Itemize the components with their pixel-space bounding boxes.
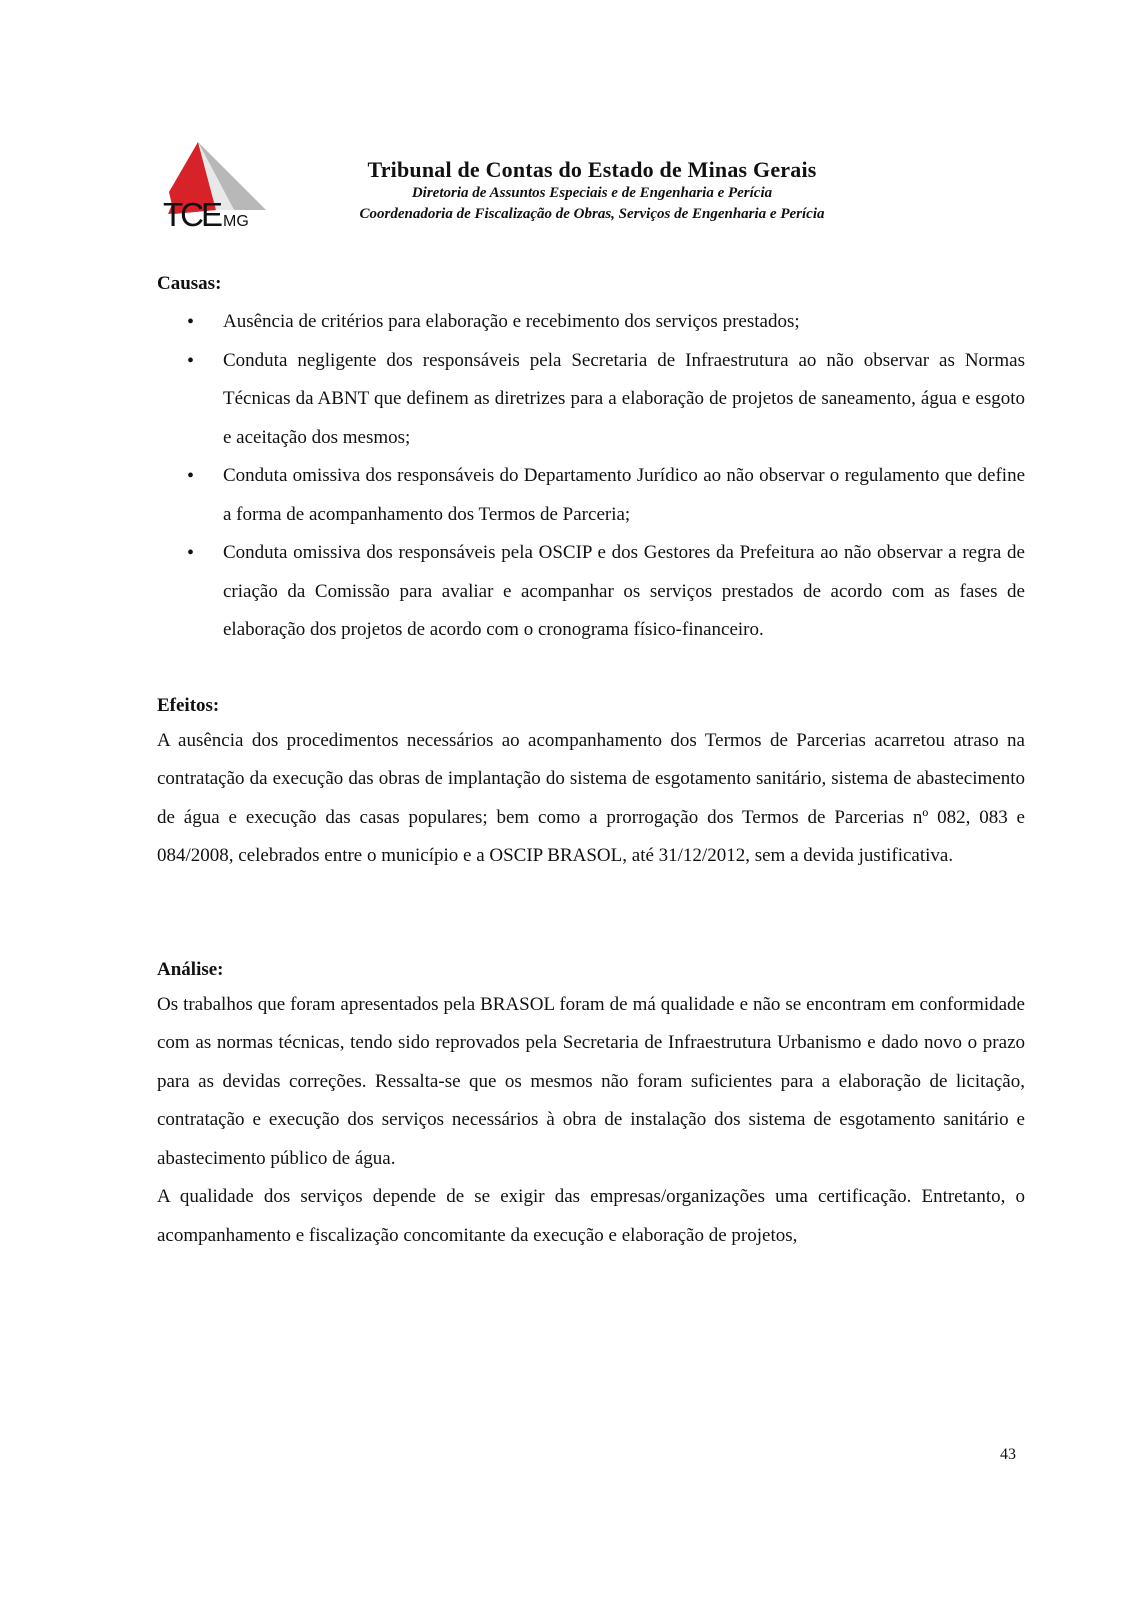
bullet-icon: • bbox=[187, 311, 195, 333]
header-subtitle-2: Coordenadoria de Fiscalização de Obras, Serviços de Engenharia e Perícia bbox=[359, 206, 825, 222]
list-item: • Ausência de critérios para elaboração e recebimento dos serviços prestados; bbox=[157, 303, 1025, 342]
bullet-icon: • bbox=[187, 465, 195, 487]
tcemg-logo bbox=[160, 140, 272, 240]
analise-paragraph-2: A qualidade dos serviços depende de se exigir das empresas/organizações uma certificação. Entretanto, o acompanhamento e fiscalização concomitante da execução e elaboração de projetos, bbox=[157, 1186, 1025, 1246]
causas-list bbox=[157, 303, 1025, 650]
logo-text: TCE MG bbox=[163, 196, 249, 233]
header-titles bbox=[292, 157, 892, 225]
document-body bbox=[157, 268, 1025, 1255]
page-number: 43 bbox=[1000, 1446, 1016, 1463]
analise-heading: Análise: bbox=[157, 958, 224, 980]
institution-title: Tribunal de Contas do Estado de Minas Gerais bbox=[367, 157, 817, 182]
bullet-icon: • bbox=[187, 349, 195, 372]
efeitos-text: A ausência dos procedimentos necessários ao acompanhamento dos Termos de Parcerias acarretou atraso na contratação da execução das obras de implantação do sistema de esgotamento sanitário, sistema de abastecimento de água e execução das casas populares; bem como a prorrogação dos Termos de Parcerias nº 082, 083 e 084/2008, celebrados entre o município e a OSCIP BRASOL, até 31/12/2012, sem a devida justificativa. bbox=[157, 729, 1025, 866]
bullet-icon: • bbox=[187, 542, 195, 564]
efeitos-heading: Efeitos: bbox=[157, 694, 220, 716]
list-item: • Conduta omissiva dos responsáveis do Departamento Jurídico ao não observar o regulamento que define a forma de acompanhamento dos Termos de Parceria; bbox=[157, 457, 1025, 534]
causas-heading: Causas: bbox=[157, 273, 222, 294]
analise-paragraph-1: Os trabalhos que foram apresentados pela BRASOL foram de má qualidade e não se encontram em conformidade com as normas técnicas, tendo sido reprovados pela Secretaria de Infraestrutura Urbanismo e dado novo o prazo para as devidas correções. Ressalta-se que os mesmos não foram suficientes para a elaboração de licitação, contratação e execução dos serviços necessários à obra de instalação dos sistema de esgotamento sanitário e abastecimento público de água. bbox=[157, 993, 1025, 1169]
header-subtitle-1: Diretoria de Assuntos Especiais e de Engenharia e Perícia bbox=[411, 185, 773, 201]
list-item: • Conduta negligente dos responsáveis pela Secretaria de Infraestrutura ao não observar as Normas Técnicas da ABNT que definem as diretrizes para a elaboração de projetos de saneamento, água e esgoto e aceitação dos mesmos; bbox=[157, 342, 1025, 458]
document-header bbox=[160, 140, 1030, 240]
list-item: • Conduta omissiva dos responsáveis pela OSCIP e dos Gestores da Prefeitura ao não observar a regra de criação da Comissão para avaliar e acompanhar os serviços prestados de acordo com as fases de elaboração dos projetos de acordo com o cronograma físico-financeiro. bbox=[157, 534, 1025, 650]
